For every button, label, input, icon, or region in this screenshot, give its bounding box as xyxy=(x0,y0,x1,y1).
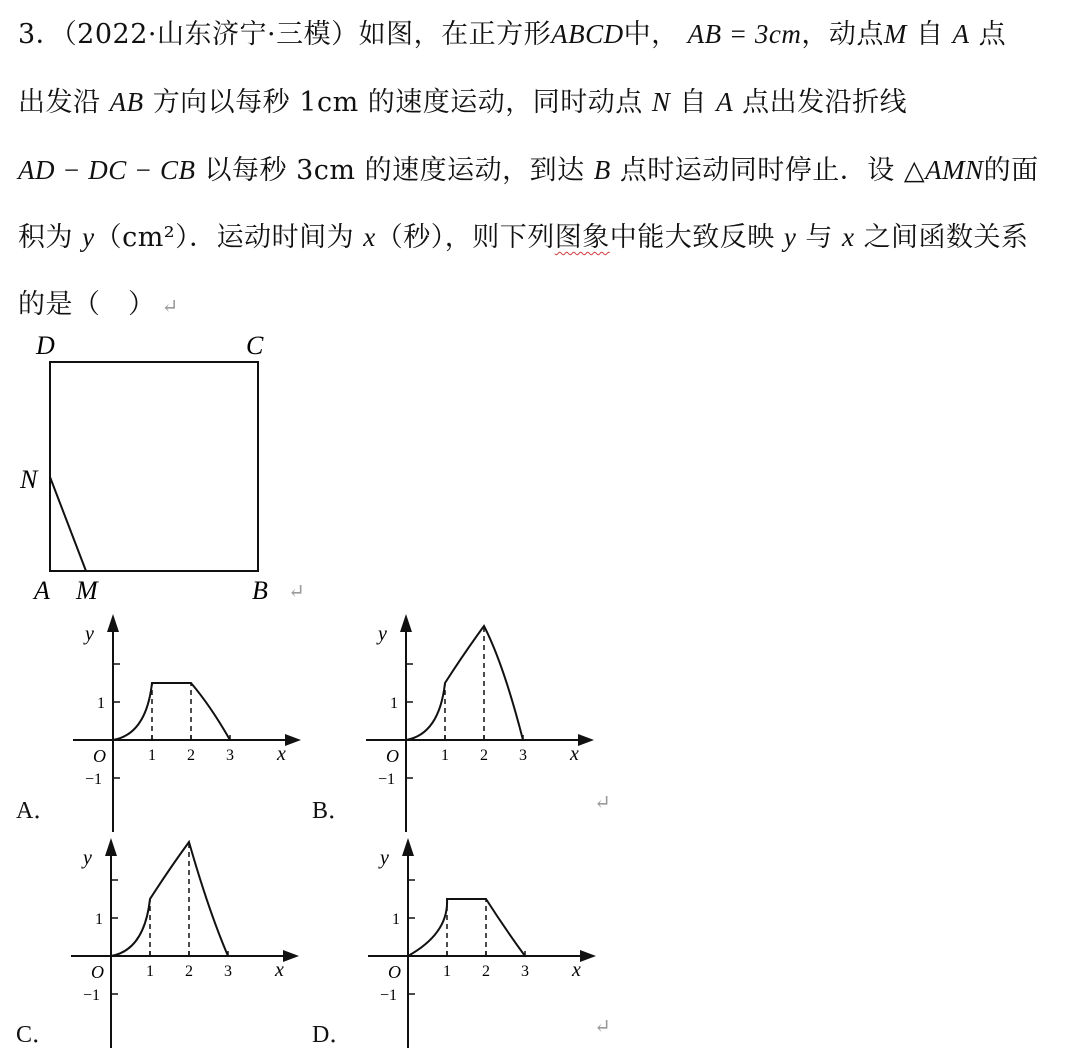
function-curve xyxy=(408,899,525,956)
label-c: C xyxy=(246,331,264,360)
graph-option-d xyxy=(360,832,600,1056)
x-tick-label: 2 xyxy=(480,747,488,764)
square-label: ABCD xyxy=(551,19,624,49)
y-axis-label: y xyxy=(380,847,389,869)
x-tick-label: 1 xyxy=(148,747,156,764)
question-line-2: 出发沿 AB 方向以每秒 1cm 的速度运动，同时动点 N 自 A 点出发沿折线 xyxy=(18,87,908,118)
x-tick-label: 2 xyxy=(482,963,490,980)
y-tick-label: −1 xyxy=(380,987,398,1004)
triangle-label: △AMN xyxy=(903,155,984,185)
origin-label: O xyxy=(388,962,401,982)
graph-option-c xyxy=(63,832,303,1056)
x-tick-label: 1 xyxy=(443,963,451,980)
function-curve xyxy=(111,842,228,956)
paragraph-mark-icon: ↵ xyxy=(161,294,179,318)
spellcheck-underline: 图象 xyxy=(554,222,610,253)
paragraph-mark-icon: ↵ xyxy=(288,581,305,603)
y-tick-label: −1 xyxy=(85,771,103,788)
y-tick-label: 1 xyxy=(390,695,398,712)
segment-mn xyxy=(50,477,86,571)
x-axis-arrow xyxy=(580,950,596,962)
y-axis-arrow xyxy=(107,614,119,632)
y-axis-label: y xyxy=(85,623,94,645)
question-source: （2022·山东济宁·三模） xyxy=(63,19,359,50)
polyline-path: AD − DC − CB xyxy=(18,155,196,185)
y-tick-label: 1 xyxy=(95,911,103,928)
x-tick-label: 2 xyxy=(187,747,195,764)
square-abcd xyxy=(50,362,258,571)
option-c-label: C． xyxy=(16,1022,57,1048)
paragraph-mark-icon: ↵ xyxy=(594,1014,611,1038)
x-tick-label: 3 xyxy=(519,747,527,764)
y-tick-label: 1 xyxy=(97,695,105,712)
y-axis-arrow xyxy=(402,838,414,856)
paragraph-mark-icon: ↵ xyxy=(594,790,611,814)
option-a-label: A． xyxy=(16,798,58,824)
x-tick-label: 3 xyxy=(224,963,232,980)
graph-option-b xyxy=(358,608,598,840)
origin-label: O xyxy=(91,962,104,982)
x-axis-arrow xyxy=(578,734,594,746)
x-axis-arrow xyxy=(283,950,299,962)
side-length: AB = 3cm xyxy=(687,19,802,49)
option-b-label: B． xyxy=(312,798,353,824)
origin-label: O xyxy=(93,746,106,766)
question-line-3: AD − DC − CB 以每秒 3cm 的速度运动，到达 B 点时运动同时停止．设 △AMN的面 xyxy=(18,155,1039,186)
y-tick-label: 1 xyxy=(392,911,400,928)
y-axis-label: y xyxy=(83,847,92,869)
question-line-4: 积为 y（cm²）．运动时间为 x（秒），则下列图象中能大致反映 y 与 x 之间函数关系 xyxy=(18,222,1029,253)
y-axis-label: y xyxy=(378,623,387,645)
function-curve xyxy=(113,683,230,740)
graph-option-a xyxy=(65,608,305,840)
origin-label: O xyxy=(386,746,399,766)
label-b: B xyxy=(252,576,268,605)
x-tick-label: 3 xyxy=(226,747,234,764)
x-axis-label: x xyxy=(277,743,286,765)
y-tick-label: −1 xyxy=(83,987,101,1004)
x-axis-arrow xyxy=(285,734,301,746)
x-tick-label: 1 xyxy=(146,963,154,980)
answer-blank: 的是（ ） xyxy=(18,289,156,320)
x-tick-label: 1 xyxy=(441,747,449,764)
function-curve xyxy=(406,626,523,740)
question-line-5 xyxy=(18,282,179,321)
option-d-label: D． xyxy=(312,1022,354,1048)
question-number: 3． xyxy=(18,19,64,50)
square-figure xyxy=(0,320,320,620)
x-tick-label: 3 xyxy=(521,963,529,980)
x-axis-label: x xyxy=(275,959,284,981)
x-axis-label: x xyxy=(572,959,581,981)
x-axis-label: x xyxy=(570,743,579,765)
label-n: N xyxy=(20,465,38,494)
label-d: D xyxy=(36,331,55,360)
y-tick-label: −1 xyxy=(378,771,396,788)
question-line-1: 3．（2022·山东济宁·三模）如图，在正方形ABCD中， AB = 3cm，动点M 自 A 点 xyxy=(18,19,1007,50)
y-axis-arrow xyxy=(105,838,117,856)
label-a: A xyxy=(34,576,50,605)
x-tick-label: 2 xyxy=(185,963,193,980)
y-axis-arrow xyxy=(400,614,412,632)
label-m: M xyxy=(76,576,98,605)
